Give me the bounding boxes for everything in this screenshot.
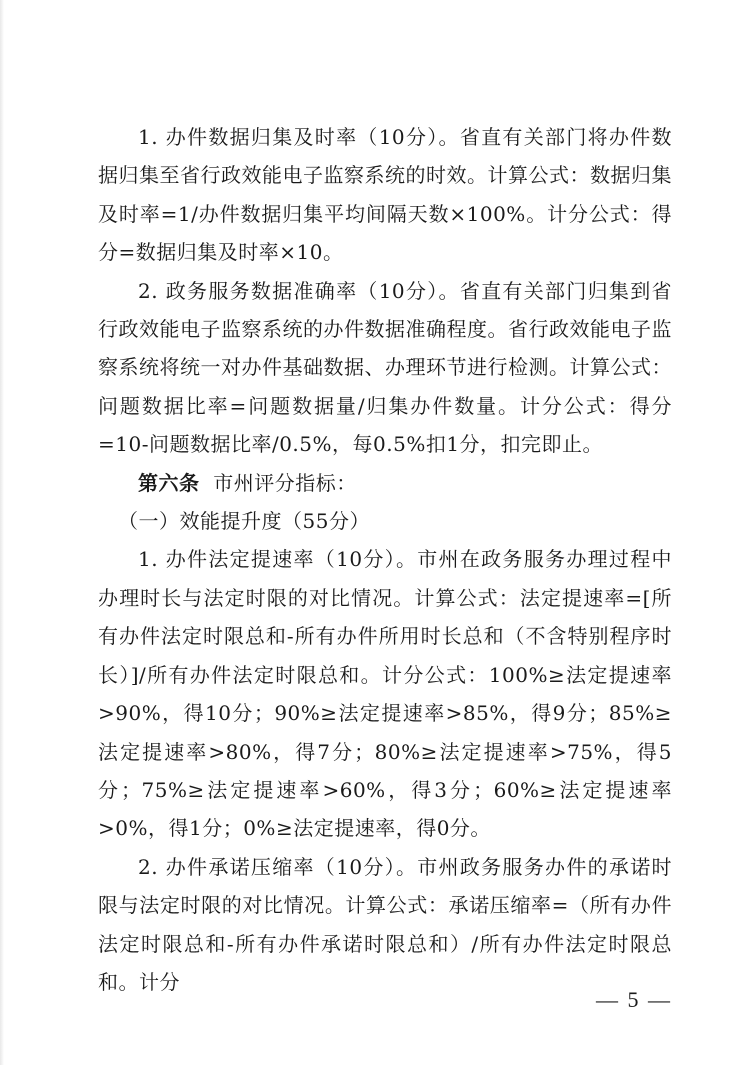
paragraph-data-accuracy: 2. 政务服务数据准确率（10分）。省直有关部门归集到省行政效能电子监察系统的办件数据准确程度。省行政效能电子监察系统将统一对办件基础数据、办理环节进行检测。计算公式：问题数据比率=问题数据量/归集办件数量。计分公式：得分=10-问题数据比率/0.5%，每0.5%扣1分，扣完即止。 xyxy=(98,278,672,457)
paragraph-commitment-compression: 2. 办件承诺压缩率（10分）。市州政务服务办件的承诺时限与法定时限的对比情况。计算公式：承诺压缩率=（所有办件法定时限总和-所有办件承诺时限总和）/所有办件法定时限总和。计分 xyxy=(98,854,672,994)
page-number: — 5 — xyxy=(596,987,672,1012)
section-heading: （一）效能提升度（55分） xyxy=(118,509,370,534)
article-label: 第六条 xyxy=(138,470,200,495)
scan-edge-shadow xyxy=(0,0,4,1065)
article-six-heading xyxy=(98,464,672,502)
paragraph-legal-speedup: 1. 办件法定提速率（10分）。市州在政务服务办理过程中办理时长与法定时限的对比情况。计算公式：法定提速率=[所有办件法定时限总和-所有办件所用时长总和（不含特别程序时长）]/所有办件法定时限总和。计分公式：100%≥法定提速率>90%，得10分；90%≥法定提速率>85%，得9分；85%≥法定提速率>80%，得7分；80%≥法定提速率>75%，得5分；75%≥法定提速率>60%，得3分；60%≥法定提速率>0%，得1分；0%≥法定提速率，得0分。 xyxy=(98,547,672,841)
article-title: 市州评分指标： xyxy=(213,470,357,495)
paragraph-data-timeliness: 1. 办件数据归集及时率（10分）。省直有关部门将办件数据归集至省行政效能电子监察系统的时效。计算公式：数据归集及时率=1/办件数据归集平均间隔天数×100%。计分公式：得分=数据归集及时率×10。 xyxy=(98,125,672,265)
body-text xyxy=(98,118,672,1001)
